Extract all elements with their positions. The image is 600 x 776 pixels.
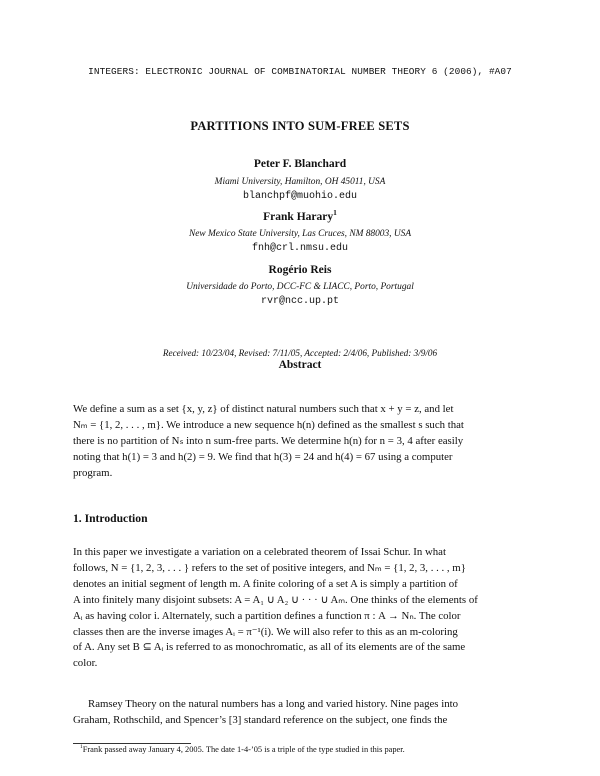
intro-line: denotes an initial segment of length m. A finite coloring of a set A is simply a partition of <box>73 577 458 590</box>
ramsey-line: Graham, Rothschild, and Spencer’s [3] standard reference on the subject, one finds the <box>73 713 448 726</box>
section-heading: 1. Introduction <box>73 512 148 525</box>
abstract-line: there is no partition of Nₛ into n sum-free parts. We determine h(n) for n = 3, 4 after easily <box>73 434 464 447</box>
intro-paragraph <box>73 545 528 672</box>
ramsey-paragraph <box>73 697 528 729</box>
author-affiliation: New Mexico State University, Las Cruces, NM 88003, USA <box>188 229 412 239</box>
abstract-line: Nₘ = {1, 2, . . . , m}. We introduce a new sequence h(n) defined as the smallest s such that <box>73 418 464 431</box>
intro-line: color. <box>73 657 98 670</box>
footnote-number: 1 <box>80 744 83 751</box>
author-name: Rogério Reis <box>268 264 332 276</box>
author-name: Peter F. Blanchard <box>253 158 347 170</box>
intro-line: Aᵢ as having color i. Alternately, such a partition defines a function π : A → Nₙ. The color <box>73 609 461 622</box>
footnote-divider <box>73 743 191 744</box>
ramsey-line: Ramsey Theory on the natural numbers has a long and varied history. Nine pages into <box>88 698 459 710</box>
abstract-heading: Abstract <box>278 359 322 371</box>
abstract-line: program. <box>73 466 113 479</box>
author-email[interactable]: blanchpf@muohio.edu <box>242 191 358 202</box>
author-email[interactable]: fnh@crl.nmsu.edu <box>251 243 348 254</box>
author-name: Frank Harary$^1$ <box>263 208 337 223</box>
footnote-text: Frank passed away January 4, 2005. The date 1-4-’05 is a triple of the type studied in this paper. <box>82 745 405 754</box>
paper-title: PARTITIONS INTO SUM-FREE SETS <box>190 119 410 133</box>
intro-line: In this paper we investigate a variation on a celebrated theorem of Issai Schur. In what <box>73 546 446 558</box>
journal-header: INTEGERS: ELECTRONIC JOURNAL OF COMBINATORIAL NUMBER THEORY 6 (2006), #A07 <box>88 66 512 77</box>
abstract-line: We define a sum as a set {x, y, z} of distinct natural numbers such that x + y = z, and let <box>73 403 454 415</box>
author-affiliation: Miami University, Hamilton, OH 45011, USA <box>214 177 386 187</box>
abstract-line: noting that h(1) = 3 and h(2) = 9. We find that h(3) = 24 and h(4) = 67 using a computer <box>73 450 453 463</box>
author-affiliation: Universidade do Porto, DCC-FC & LIACC, Porto, Portugal <box>186 282 414 292</box>
footnote-marker[interactable]: 1 <box>333 208 337 218</box>
author-email[interactable]: rvr@ncc.up.pt <box>260 296 339 307</box>
publication-dates: Received: 10/23/04, Revised: 7/11/05, Accepted: 2/4/06, Published: 3/9/06 <box>162 348 438 358</box>
intro-line: follows, N = {1, 2, 3, . . . } refers to the set of positive integers, and Nₘ = {1, 2, 3, . . . , m} <box>73 561 466 574</box>
intro-line: of A. Any set B ⊆ Aᵢ is referred to as monochromatic, as all of its elements are of the same <box>73 641 466 654</box>
intro-line: classes then are the inverse images Aᵢ = π⁻¹(i). We will also refer to this as an m-coloring <box>73 625 458 638</box>
intro-line: A into finitely many disjoint subsets: A = A₁ ∪ A₂ ∪ · · · ∪ Aₘ. One thinks of the elements of <box>73 593 478 606</box>
footnote <box>80 745 405 754</box>
abstract-body <box>73 402 528 482</box>
